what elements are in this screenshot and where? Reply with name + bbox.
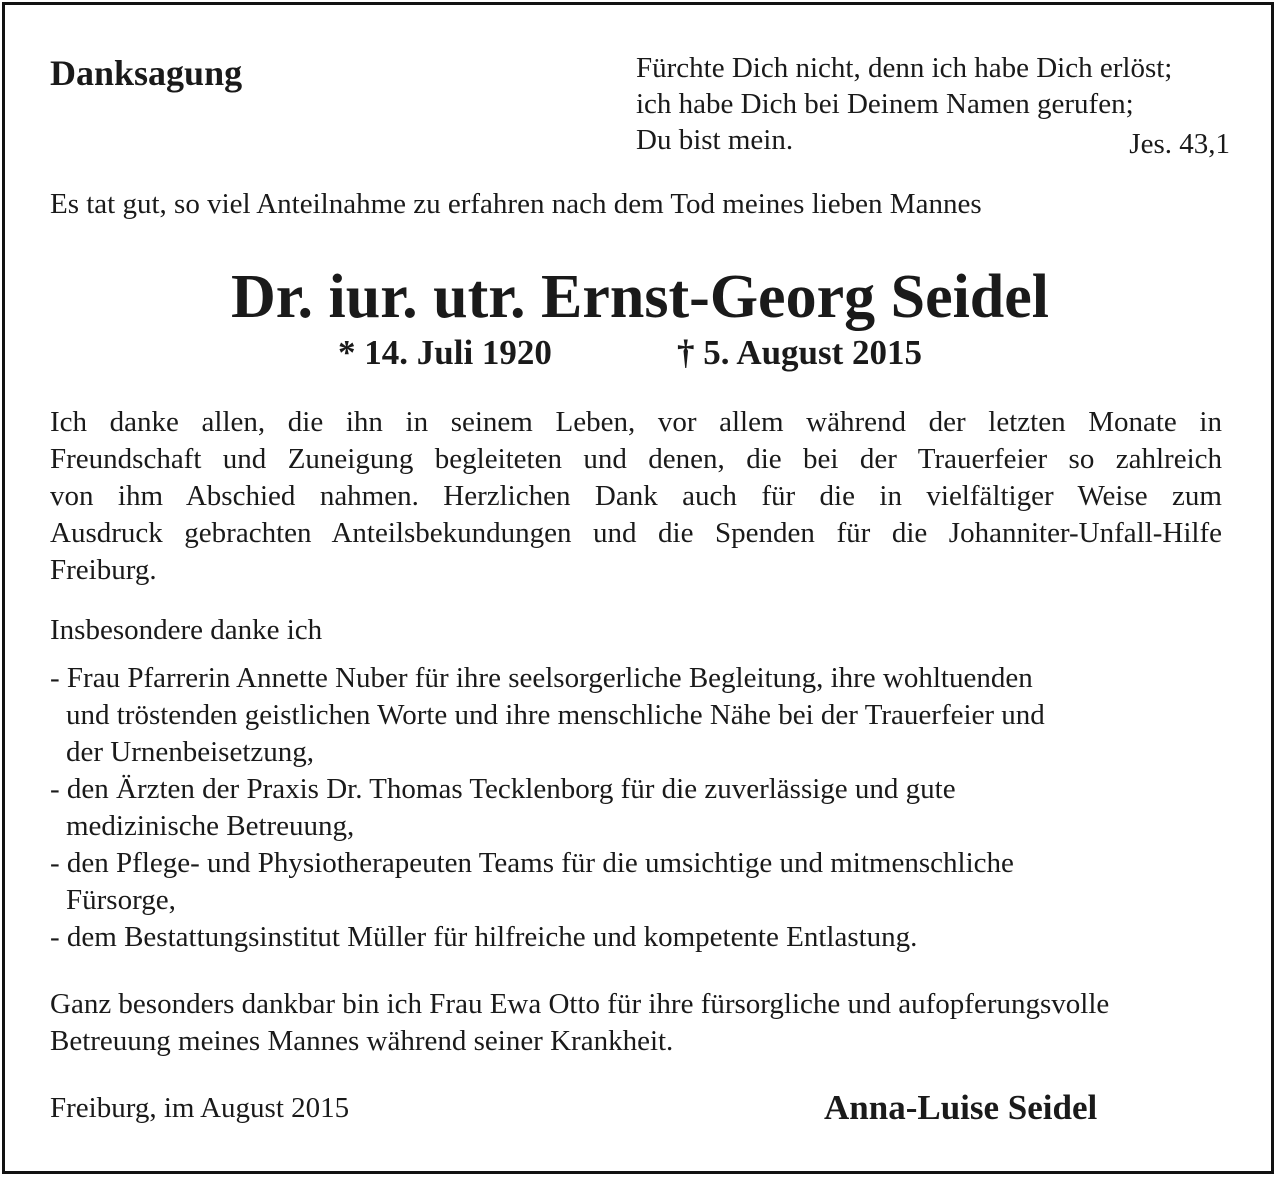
paragraph-line: Freiburg. <box>50 554 157 586</box>
paragraph-line: Betreuung meines Mannes während seiner Krankheit. <box>50 1025 674 1057</box>
special-thanks-list <box>50 660 1045 956</box>
list-item-continuation: Fürsorge, <box>66 884 176 916</box>
list-item-continuation: der Urnenbeisetzung, <box>66 736 315 768</box>
verse-line: Du bist mein. <box>636 124 794 156</box>
intro-text: Es tat gut, so viel Anteilnahme zu erfahren nach dem Tod meines lieben Mannes <box>50 188 982 220</box>
paragraph-line: Ausdruck gebrachten Anteilsbekundungen und die Spenden für die Johanniter-Unfall-Hilfe <box>50 517 1222 549</box>
verse-line: ich habe Dich bei Deinem Namen gerufen; <box>636 88 1134 120</box>
thanks-paragraph <box>50 404 1222 589</box>
paragraph-line: Ich danke allen, die ihn in seinem Leben, vor allem während der letzten Monate in <box>50 406 1222 438</box>
verse-line: Fürchte Dich nicht, denn ich habe Dich erlöst; <box>636 52 1173 84</box>
bible-verse <box>636 50 1172 158</box>
notice-heading: Danksagung <box>50 53 243 93</box>
birth-date: * 14. Juli 1920 <box>338 333 552 372</box>
signature-name: Anna-Luise Seidel <box>824 1088 1098 1127</box>
special-thanks-intro: Insbesondere danke ich <box>50 614 323 646</box>
list-item: - dem Bestattungsinstitut Müller für hilfreiche und kompetente Entlastung. <box>50 921 918 953</box>
paragraph-line: Freundschaft und Zuneigung begleiteten und denen, die bei der Trauerfeier so zahlreich <box>50 443 1222 475</box>
list-item-continuation: und tröstenden geistlichen Worte und ihre menschliche Nähe bei der Trauerfeier und <box>66 699 1045 731</box>
closing-paragraph <box>50 986 1109 1060</box>
deceased-name: Dr. iur. utr. Ernst-Georg Seidel <box>230 263 1050 331</box>
list-item: - den Pflege- und Physiotherapeuten Teams für die umsichtige und mitmenschliche <box>50 847 1014 879</box>
verse-reference: Jes. 43,1 <box>1129 128 1230 160</box>
list-item: - den Ärzten der Praxis Dr. Thomas Tecklenborg für die zuverlässige und gute <box>50 773 956 805</box>
list-item: - Frau Pfarrerin Annette Nuber für ihre seelsorgerliche Begleitung, ihre wohltuenden <box>50 662 1033 694</box>
place-date: Freiburg, im August 2015 <box>50 1092 350 1124</box>
paragraph-line: von ihm Abschied nahmen. Herzlichen Dank auch für die in vielfältiger Weise zum <box>50 480 1222 512</box>
death-date: † 5. August 2015 <box>677 333 923 372</box>
list-item-continuation: medizinische Betreuung, <box>66 810 355 842</box>
paragraph-line: Ganz besonders dankbar bin ich Frau Ewa Otto für ihre fürsorgliche und aufopferungsvolle <box>50 988 1110 1020</box>
